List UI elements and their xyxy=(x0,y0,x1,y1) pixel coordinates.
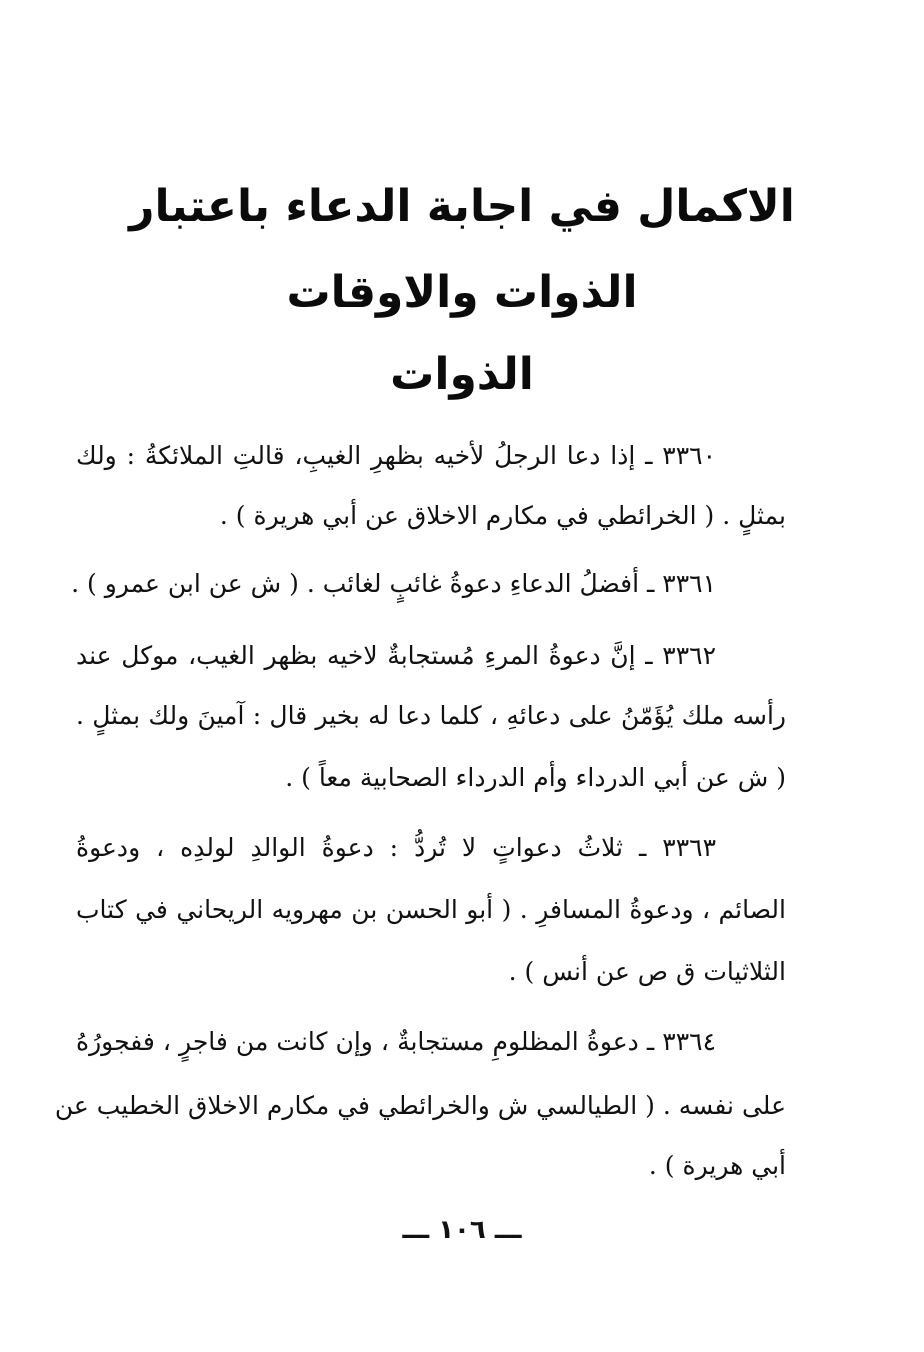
entry-3363-line-3: الثلاثيات ق ص عن أنس ) . xyxy=(508,957,786,986)
entry-3364-line-3: أبي هريرة ) . xyxy=(648,1151,786,1180)
entry-3362-line-2: رأسه ملك يُؤَمّنُ على دعائهِ ، كلما دعا له بخير قال : آمينَ ولك بمثلٍ . xyxy=(76,701,786,730)
entry-3360-line-2: بمثلٍ . ( الخرائطي في مكارم الاخلاق عن أبي هريرة ) . xyxy=(219,501,786,530)
entry-3362-line-1: ٣٣٦٢ ـ إنَّ دعوةُ المرءِ مُستجابةٌ لاخيه بظهر الغيب، موكل عند xyxy=(76,641,716,670)
chapter-title-line-1: الاكمال في اجابة الدعاء باعتبار xyxy=(129,181,795,232)
entry-3363-line-2: الصائم ، ودعوةُ المسافرِ . ( أبو الحسن بن مهرويه الريحاني في كتاب xyxy=(76,895,786,924)
entry-3363-line-1: ٣٣٦٣ ـ ثلاثُ دعواتٍ لا تُردُّ : دعوةُ الوالدِ لولدِه ، ودعوةُ xyxy=(76,833,716,862)
entry-3362-line-3: ( ش عن أبي الدرداء وأم الدرداء الصحابية معاً ) . xyxy=(285,763,786,792)
chapter-title-line-2: الذوات والاوقات xyxy=(286,267,638,318)
entry-3364-line-1: ٣٣٦٤ ـ دعوةُ المظلومِ مستجابةٌ ، وإن كانت من فاجرٍ ، ففجورُهُ xyxy=(76,1027,716,1056)
entry-3360-line-1: ٣٣٦٠ ـ إذا دعا الرجلُ لأخيه بظهرِ الغيبِ، قالتِ الملائكةُ : ولك xyxy=(76,441,716,470)
page-number: ـــ ١٠٦ ـــ xyxy=(402,1215,522,1245)
entry-3364-line-2: على نفسه . ( الطيالسي ش والخرائطي في مكارم الاخلاق الخطيب عن xyxy=(54,1091,786,1120)
entry-3361-line-1: ٣٣٦١ ـ أفضلُ الدعاءِ دعوةُ غائبٍ لغائب . ( ش عن ابن عمرو ) . xyxy=(71,569,716,598)
section-title: الذوات xyxy=(390,349,534,400)
